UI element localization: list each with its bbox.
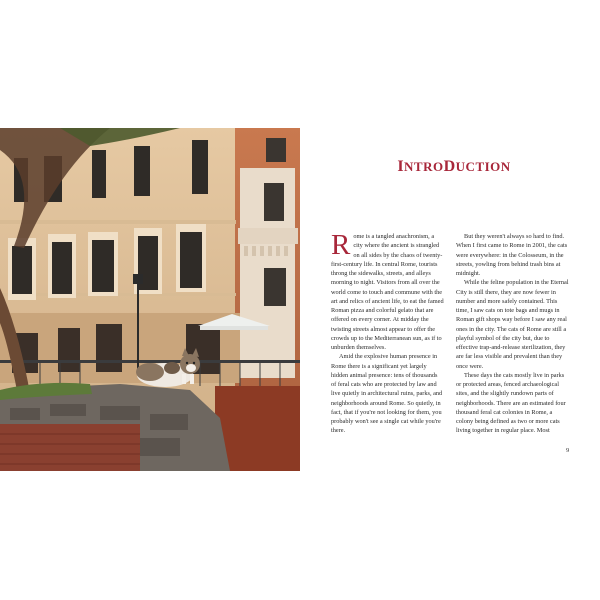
chapter-title-cap-2: D	[443, 158, 456, 175]
chapter-title-small-2: UCTION	[455, 159, 511, 174]
chapter-title-cap-1: I	[397, 158, 405, 175]
text-page	[300, 0, 600, 600]
paragraph-text: ome is a tangled anachronism, a city where the ancient is strangled on all sides by the chaos of twenty-first-century life. In central Rome, tourists throng the sidewalks, streets, and alleys morning to night. Visitors from all over the world come to touch and commune with the art and relics of ancient life, to eat the famed Roman pizza and colorful gelato that are offered on every corner. At midday the twisting streets almost appear to offer the crowds up to the Mediterranean sun, as if to unburden themselves.	[331, 233, 444, 351]
cat-photograph	[0, 128, 300, 471]
body-column-left	[331, 229, 444, 436]
chapter-title	[364, 158, 544, 176]
page-number: 9	[566, 447, 570, 454]
body-column-right	[456, 232, 569, 436]
paragraph: These days the cats mostly live in parks or protected areas, fenced archaeological sites, and the slightly rundown parts of neighborhoods. There are an estimated four thousand feral cat colonies in Rome, a colony being defined as two or more cats living together in regular place. Most	[456, 371, 566, 435]
paragraph	[331, 229, 444, 352]
drop-cap: R	[331, 229, 351, 261]
paragraph: But they weren't always so hard to find. When I first came to Rome in 2001, the cats were everywhere: in the Colosseum, in the streets, yowling from behind trash bins at midnight.	[456, 233, 568, 277]
paragraph: Amid the explosive human presence in Rome there is a significant yet largely hidden animal presence: tens of thousands of feral cats who are protected by law and live quietly in architectural ruins, parks, and neighborhoods around Rome. So quietly, in fact, that if you're not looking for them, you probably won't see a single cat while you're there.	[331, 353, 443, 435]
paragraph: While the feline population in the Eternal City is still there, they are now fewer in number and more safely contained. This time, I saw cats on tote bags and mugs in Roman gift shops way before I saw any real ones in the city. The cats of Rome are still a playful symbol of the city but, due to effective trap-and-release sterilization, they are far less visible and prevalent than they once were.	[456, 279, 569, 370]
chapter-title-small-1: NTRO	[404, 159, 444, 174]
